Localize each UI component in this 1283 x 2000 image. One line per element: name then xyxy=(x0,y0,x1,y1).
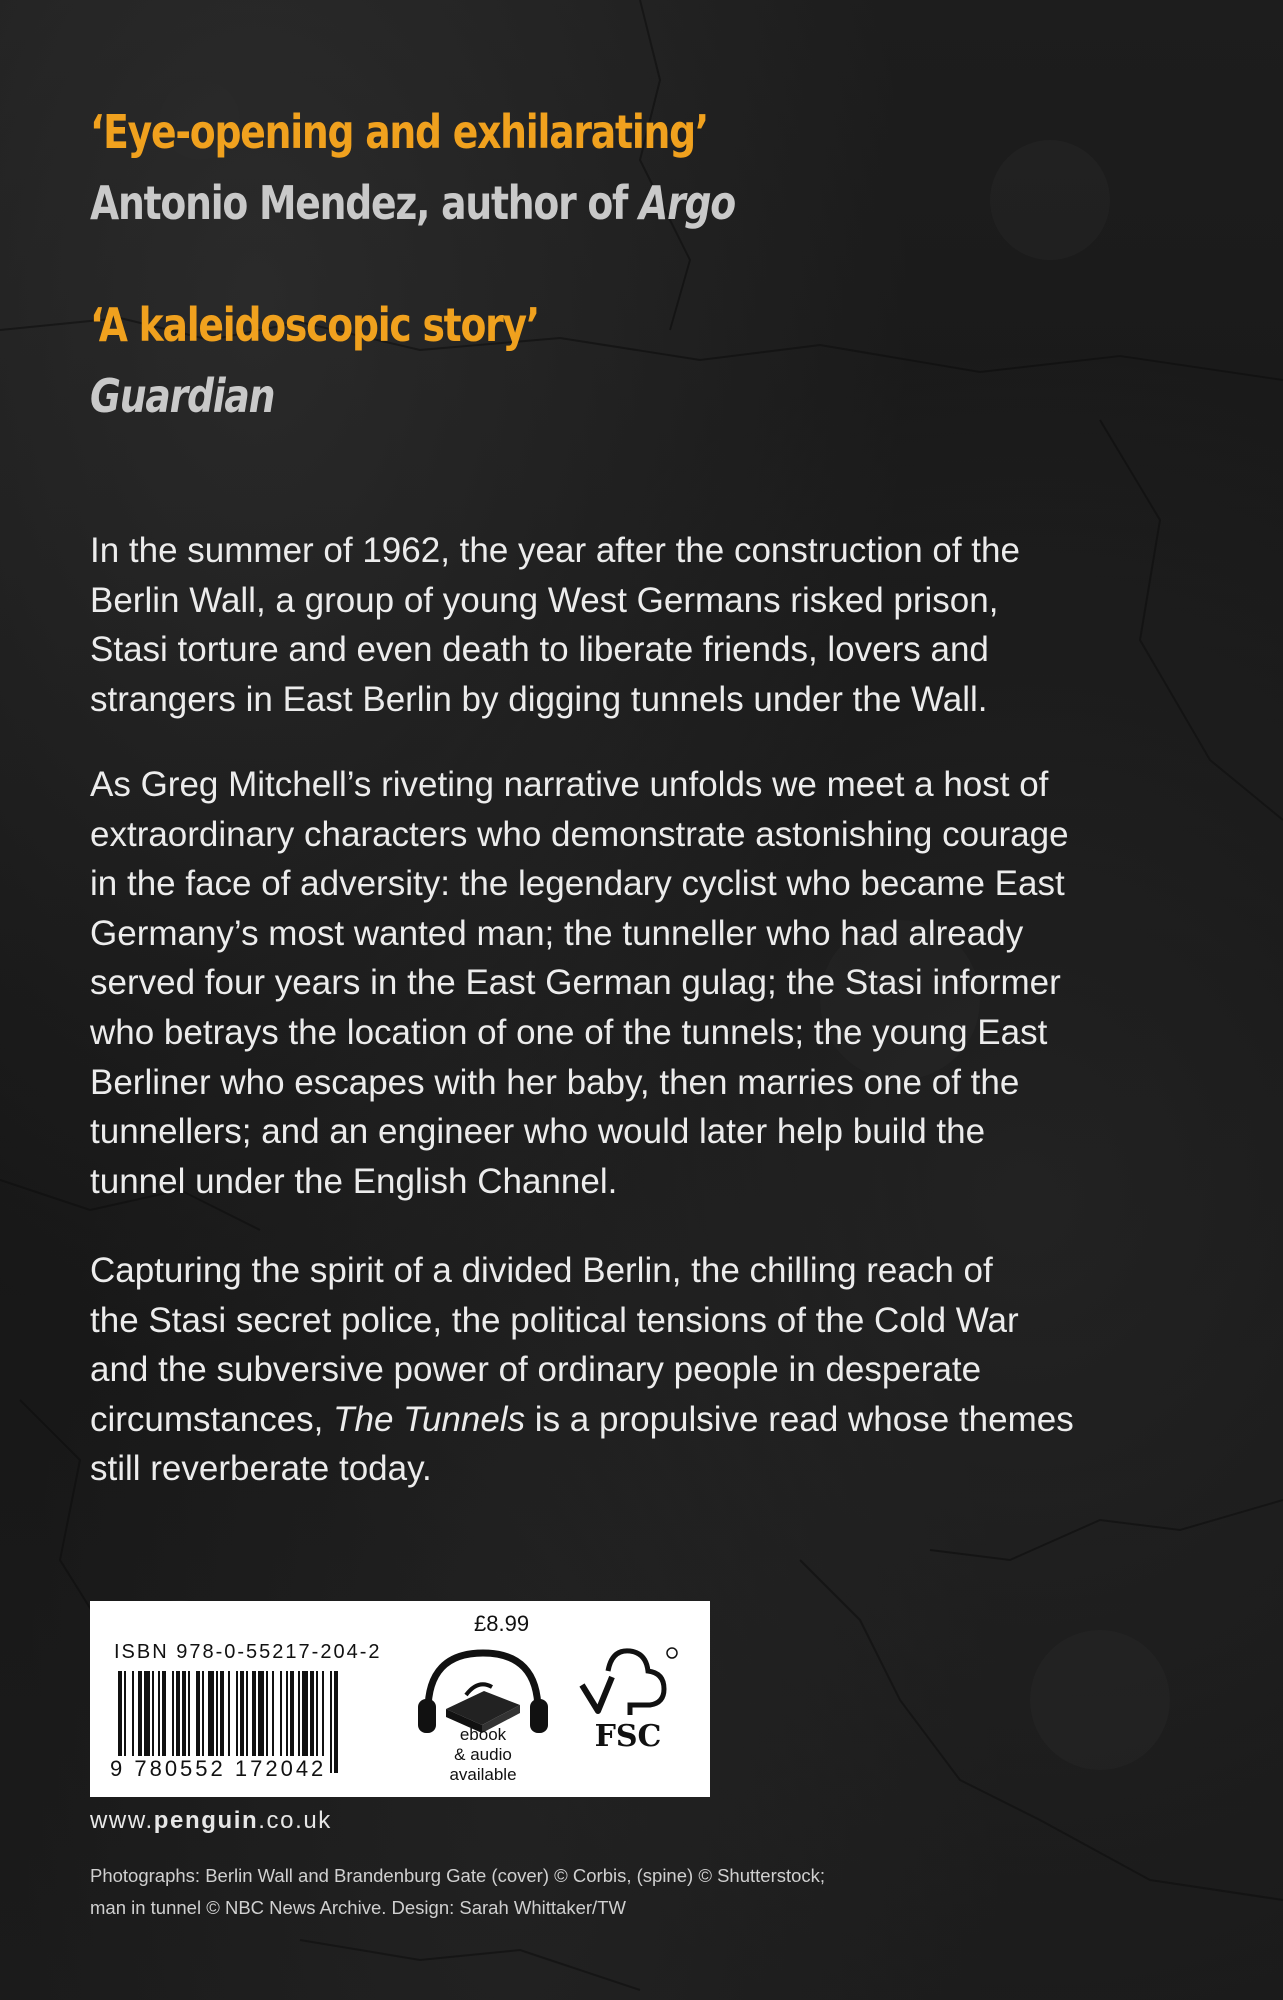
ebook-line: available xyxy=(449,1765,517,1784)
ebook-line: ebook xyxy=(459,1725,507,1744)
fsc-label: FSC xyxy=(594,1719,662,1754)
photo-credits xyxy=(90,1860,825,1924)
quote-2-source xyxy=(90,368,274,424)
blurb-line: tunnel under the English Channel. xyxy=(90,1161,618,1201)
blurb-line: who betrays the location of one of the tunnels; the young East xyxy=(90,1012,1048,1052)
blurb-line: Berlin Wall, a group of young West Germans risked prison, xyxy=(90,580,999,620)
blurb-line: still reverberate today. xyxy=(90,1449,432,1489)
website-prefix: www. xyxy=(90,1807,154,1834)
blurb-paragraph-2 xyxy=(90,760,1210,1206)
blurb-line: In the summer of 1962, the year after the construction of the xyxy=(90,531,1020,570)
credits-line: Photographs: Berlin Wall and Brandenburg Gate (cover) © Corbis, (spine) © Shutterstock; xyxy=(90,1865,826,1886)
fsc-logo-icon xyxy=(568,1641,688,1761)
blurb-line: Stasi torture and even death to liberate friends, lovers and xyxy=(90,630,989,670)
blurb-text: circumstances, xyxy=(90,1399,334,1439)
price-label: £8.99 xyxy=(474,1611,530,1636)
blurb-line: extraordinary characters who demonstrate astonishing courage xyxy=(90,814,1069,854)
quote-1-source-title: Argo xyxy=(639,176,735,230)
credits-line: man in tunnel © NBC News Archive. Design: Sarah Whittaker/TW xyxy=(90,1897,626,1918)
blurb-paragraph-3 xyxy=(90,1246,1210,1494)
blurb-line: Berliner who escapes with her baby, then marries one of the xyxy=(90,1062,1020,1102)
ebook-audio-label xyxy=(408,1725,558,1785)
blurb-line: the Stasi secret police, the political tensions of the Cold War xyxy=(90,1300,1019,1340)
blurb-line xyxy=(90,1395,1210,1445)
blurb-line: served four years in the East German gulag; the Stasi informer xyxy=(90,963,1061,1003)
quote-1-text: ‘Eye-opening and exhilarating’ xyxy=(90,105,709,159)
blurb-line: Germany’s most wanted man; the tunneller who had already xyxy=(90,913,1024,953)
website-brand: penguin xyxy=(153,1807,259,1834)
quote-2-text: ‘A kaleidoscopic story’ xyxy=(90,298,540,352)
publisher-website[interactable] xyxy=(90,1807,332,1835)
blurb-line: in the face of adversity: the legendary cyclist who became East xyxy=(90,864,1065,904)
quote-2-source-title: Guardian xyxy=(90,369,275,423)
headphones-book-icon xyxy=(408,1639,558,1739)
barcode-bar xyxy=(334,1671,338,1773)
blurb-line: Capturing the spirit of a divided Berlin, the chilling reach of xyxy=(90,1251,993,1290)
barcode-bar xyxy=(330,1671,332,1773)
barcode-panel xyxy=(90,1601,710,1797)
ebook-line: & audio xyxy=(454,1745,512,1764)
blurb-line: strangers in East Berlin by digging tunnels under the Wall. xyxy=(90,679,988,719)
website-suffix: .co.uk xyxy=(258,1807,332,1834)
blurb-paragraph-1 xyxy=(90,526,1210,724)
blurb-text: is a propulsive read whose themes xyxy=(525,1399,1074,1439)
barcode-digits: 9 780552 172042 xyxy=(110,1756,327,1781)
book-title: The Tunnels xyxy=(333,1399,526,1439)
quote-1-source xyxy=(90,175,735,231)
quote-1-source-name: Antonio Mendez, author of xyxy=(90,176,640,230)
blurb-line: As Greg Mitchell’s riveting narrative unfolds we meet a host of xyxy=(90,765,1049,804)
blurb-line: and the subversive power of ordinary people in desperate xyxy=(90,1350,982,1390)
blurb-line: tunnellers; and an engineer who would later help build the xyxy=(90,1112,986,1152)
isbn-label: ISBN 978-0-55217-204-2 xyxy=(114,1641,382,1663)
